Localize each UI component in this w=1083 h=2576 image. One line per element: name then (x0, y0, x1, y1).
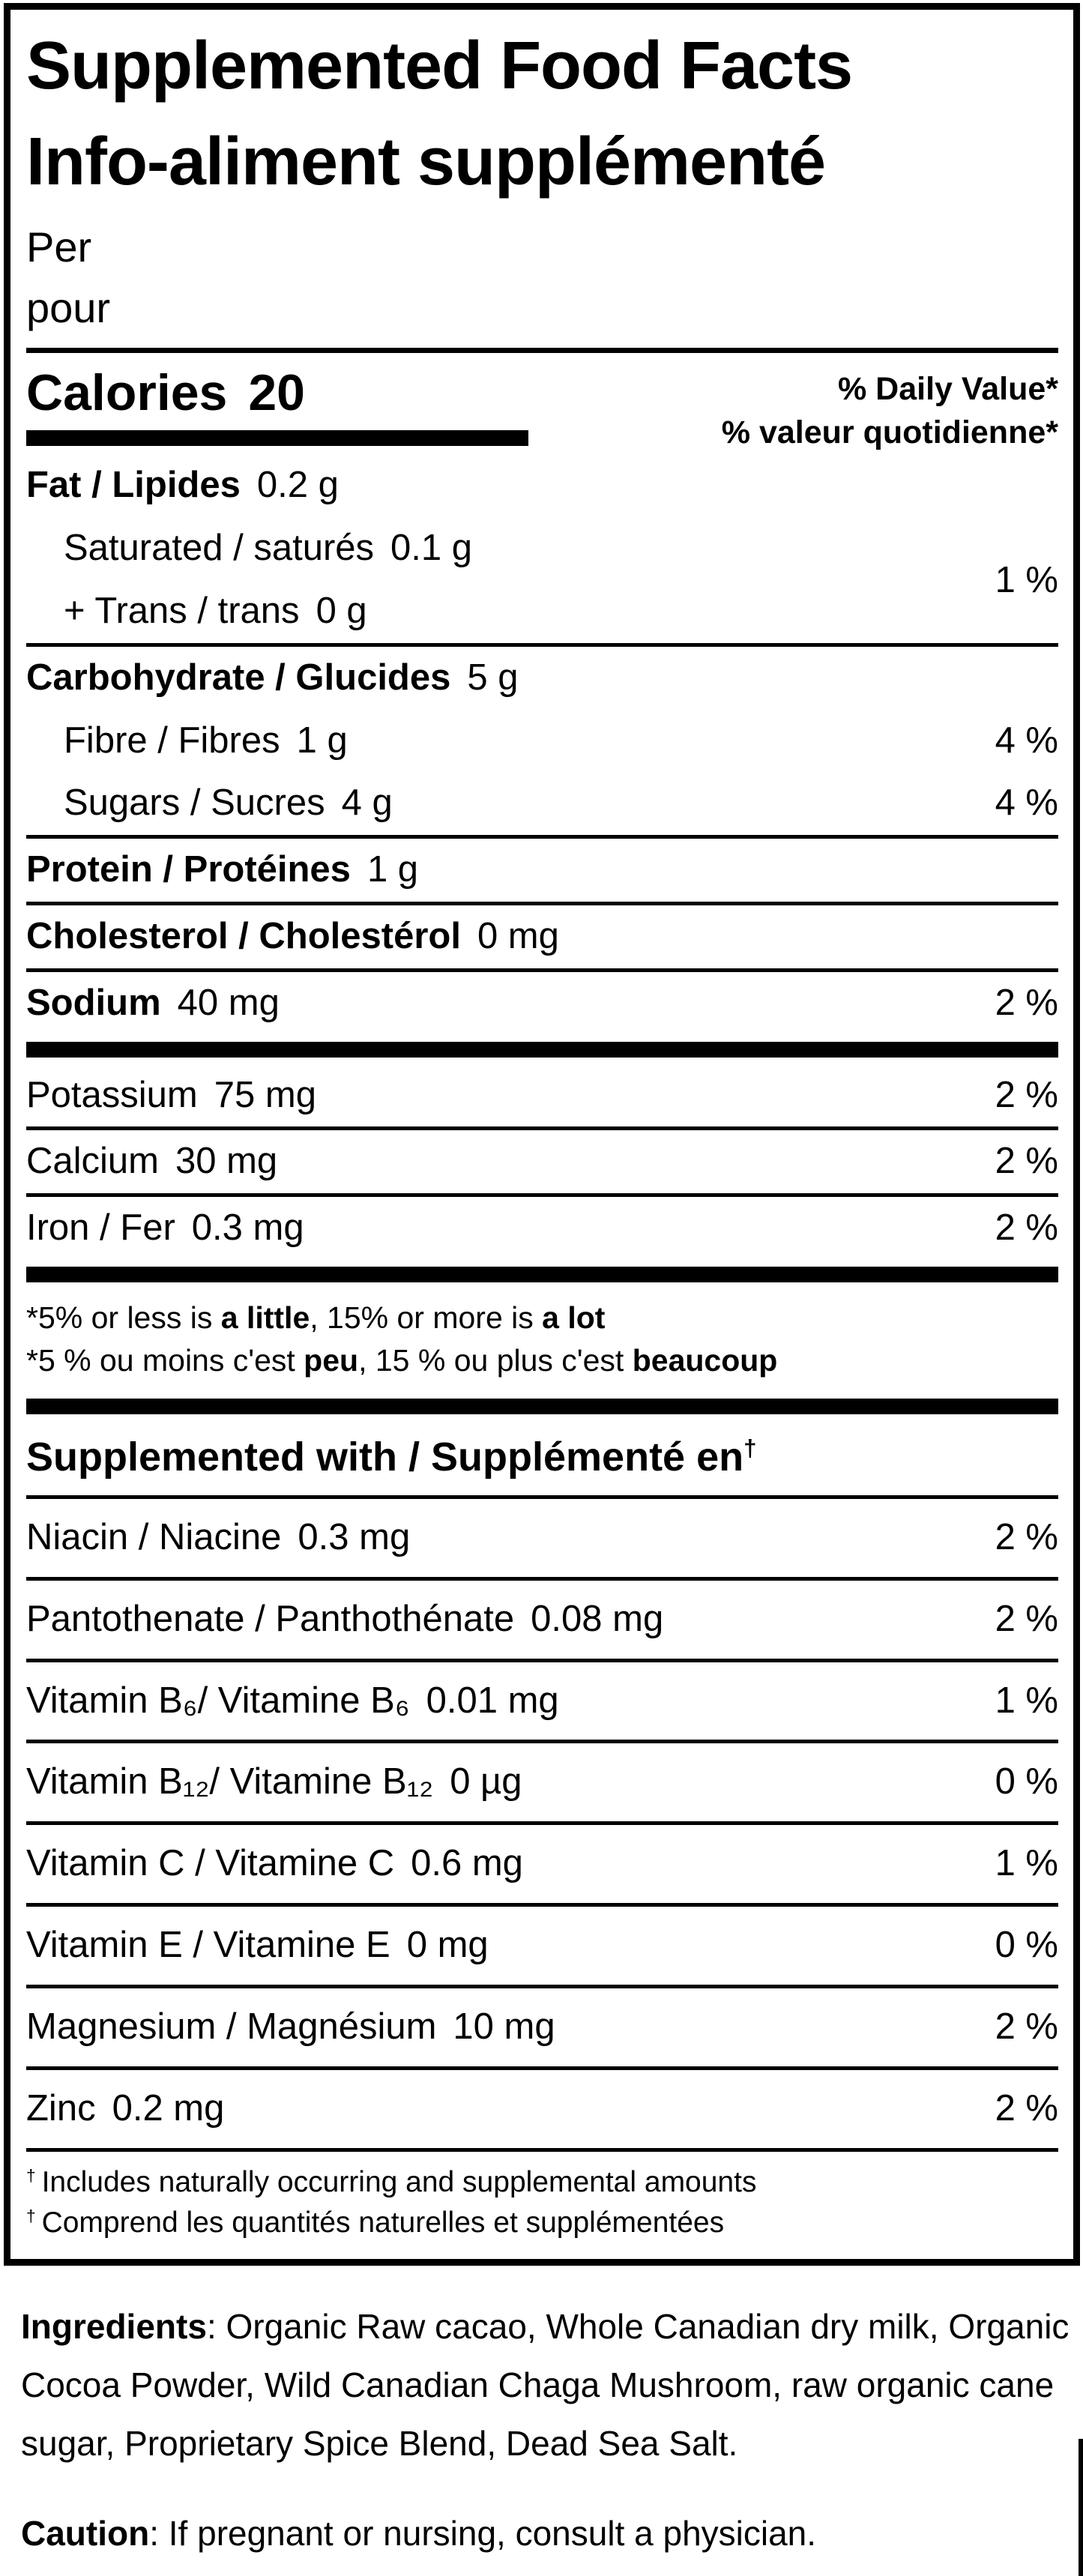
footnote-bold: a lot (542, 1300, 606, 1336)
row-magnesium (26, 1988, 1058, 2066)
nutrient-amount: 0 µg (450, 1761, 522, 1803)
divider-thick (26, 1399, 1058, 1414)
footnote-text: , 15% or more is (310, 1300, 543, 1336)
footnote-text: *5 % ou moins c'est (26, 1342, 304, 1378)
nutrient-amount: 5 g (467, 657, 519, 698)
percent-footnote-fr (26, 1339, 1058, 1382)
nutrient-name: Carbohydrate / Glucides (26, 657, 451, 698)
nutrient-name: + Trans / trans (64, 590, 300, 631)
row-vitamin-b6 (26, 1662, 1058, 1740)
supplemented-food-facts-page (0, 3, 1083, 2576)
calories-value: 20 (248, 364, 305, 422)
nutrient-name: Iron / Fer (26, 1207, 175, 1249)
nutrient-dv: 1 % (995, 1843, 1058, 1884)
row-fat (26, 454, 1058, 517)
row-pantothenate (26, 1581, 1058, 1659)
serving-per-en: Per (26, 223, 92, 271)
nutrient-dv: 1 % (995, 1680, 1058, 1721)
nutrient-name: Zinc (26, 2087, 96, 2129)
saturated-trans-block (26, 517, 1058, 643)
nutrient-name: Vitamin C / Vitamine C (26, 1843, 395, 1884)
footnote-text: , 15 % ou plus c'est (358, 1342, 633, 1378)
nutrition-facts-box (4, 3, 1080, 2266)
daily-value-header-fr: % valeur quotidienne* (721, 414, 1058, 450)
row-iron (26, 1197, 1058, 1260)
nutrient-amount: 4 g (341, 782, 393, 824)
dagger-footnote (26, 2152, 1058, 2244)
supplemented-with-text: Supplemented with / Supplémenté en (26, 1435, 744, 1480)
calories-left (26, 365, 528, 446)
saturated-trans-dv: 1 % (995, 559, 1058, 600)
calories-label: Calories (26, 364, 228, 422)
nutrient-amount: 0.01 mg (426, 1680, 559, 1721)
row-fibre (26, 710, 1058, 773)
supplemented-with-header (26, 1421, 1058, 1495)
saturated-trans-names (26, 517, 995, 643)
label-title-en: Supplemented Food Facts (26, 28, 853, 103)
row-protein (26, 839, 1058, 902)
footnote-text: *5% or less is (26, 1300, 221, 1336)
nutrient-name: Calcium (26, 1141, 159, 1182)
nutrient-dv: 4 % (995, 782, 1058, 824)
nutrient-name: Sodium (26, 982, 161, 1023)
footnote-bold: beaucoup (632, 1342, 778, 1378)
nutrient-amount: 40 mg (177, 982, 280, 1023)
caution-text: : If pregnant or nursing, consult a physician. (149, 2514, 817, 2554)
footnote-text: Includes naturally occurring and supplemental amounts (41, 2165, 757, 2198)
row-potassium (26, 1064, 1058, 1127)
right-edge-crop-mark (1079, 2439, 1083, 2576)
nutrient-name: Niacin / Niacine (26, 1517, 282, 1558)
nutrient-name: Vitamin B₁₂/ Vitamine B₁₂ (26, 1761, 434, 1803)
nutrient-amount: 75 mg (214, 1074, 316, 1115)
ingredients-label: Ingredients (21, 2306, 207, 2346)
row-saturated (26, 517, 995, 580)
row-vitamin-b12 (26, 1743, 1058, 1821)
nutrient-dv: 2 % (995, 2087, 1058, 2129)
nutrient-amount: 0.2 g (256, 465, 339, 506)
nutrient-name: Pantothenate / Panthothénate (26, 1598, 515, 1639)
nutrient-dv: 4 % (995, 720, 1058, 761)
nutrient-dv: 2 % (995, 2006, 1058, 2047)
nutrient-amount: 0.3 mg (191, 1207, 304, 1249)
nutrient-amount: 0 mg (477, 916, 559, 956)
divider-medium (26, 348, 1058, 353)
dagger-footnote-fr (26, 2203, 1058, 2244)
below-label-text (21, 2297, 1070, 2563)
dagger-symbol: † (26, 2207, 36, 2226)
nutrient-amount: 0 g (316, 590, 367, 631)
nutrient-amount: 0 mg (406, 1925, 489, 1966)
nutrient-dv: 2 % (995, 1598, 1058, 1639)
nutrient-dv: 0 % (995, 1925, 1058, 1966)
label-title (26, 19, 1058, 211)
percent-footnote (26, 1289, 1058, 1392)
footnote-bold: a little (220, 1300, 310, 1336)
divider-thick (26, 1042, 1058, 1058)
daily-value-header (722, 365, 1058, 454)
nutrient-name: Fibre / Fibres (64, 720, 280, 761)
caution-paragraph (21, 2504, 1070, 2563)
dagger-symbol: † (26, 2165, 36, 2185)
calories-underbar (26, 430, 528, 446)
nutrient-amount: 0.1 g (390, 528, 472, 569)
nutrient-dv: 2 % (995, 1074, 1058, 1115)
percent-footnote-en (26, 1297, 1058, 1339)
dagger-symbol: † (743, 1435, 757, 1462)
row-sugars (26, 772, 1058, 835)
dagger-footnote-en (26, 2162, 1058, 2204)
caution-label: Caution (21, 2514, 150, 2554)
ingredients-paragraph (21, 2297, 1070, 2473)
nutrient-dv: 2 % (995, 1517, 1058, 1558)
calories-section (26, 353, 1058, 454)
row-trans (26, 580, 995, 643)
footnote-text: Comprend les quantités naturelles et supplémentées (41, 2207, 725, 2239)
row-sodium (26, 972, 1058, 1035)
row-cholesterol (26, 905, 1058, 968)
nutrient-name: Potassium (26, 1074, 198, 1115)
nutrient-dv: 2 % (995, 1207, 1058, 1249)
nutrient-amount: 0.6 mg (411, 1843, 523, 1884)
nutrient-name: Saturated / saturés (64, 528, 375, 569)
serving-block (26, 217, 1058, 340)
nutrient-dv: 2 % (995, 1141, 1058, 1182)
nutrient-name: Protein / Protéines (26, 849, 351, 890)
row-calcium (26, 1130, 1058, 1193)
row-vitamin-e (26, 1907, 1058, 1985)
nutrient-dv: 2 % (995, 982, 1058, 1023)
nutrient-dv: 0 % (995, 1761, 1058, 1803)
calories-line (26, 365, 528, 421)
nutrient-amount: 30 mg (175, 1141, 278, 1182)
nutrient-amount: 10 mg (453, 2006, 555, 2047)
label-title-fr: Info-aliment supplémenté (26, 124, 826, 199)
nutrient-amount: 0.3 mg (298, 1517, 411, 1558)
daily-value-header-en: % Daily Value* (838, 371, 1058, 408)
nutrient-name: Sugars / Sucres (64, 782, 325, 824)
footnote-bold: peu (304, 1342, 359, 1378)
nutrient-amount: 1 g (366, 849, 419, 890)
nutrient-name: Vitamin B₆/ Vitamine B₆ (26, 1680, 410, 1721)
nutrient-name: Magnesium / Magnésium (26, 2006, 437, 2047)
nutrient-name: Cholesterol / Cholestérol (26, 916, 461, 956)
serving-per-fr: pour (26, 284, 111, 332)
nutrient-amount: 0.2 mg (112, 2087, 225, 2129)
nutrient-amount: 0.08 mg (531, 1598, 664, 1639)
row-niacin (26, 1499, 1058, 1577)
nutrient-name: Vitamin E / Vitamine E (26, 1925, 390, 1966)
ingredients-text: : Organic Raw cacao, Whole Canadian dry milk, Organic Cocoa Powder, Wild Canadian Chaga Mushroom, raw organic cane sugar, Proprietary Spice Blend, Dead Sea Salt. (21, 2306, 1070, 2464)
row-carbohydrate (26, 647, 1058, 710)
row-vitamin-c (26, 1825, 1058, 1903)
divider-thick (26, 1267, 1058, 1282)
nutrient-name: Fat / Lipides (26, 465, 241, 506)
nutrient-amount: 1 g (296, 720, 348, 761)
row-zinc (26, 2070, 1058, 2148)
